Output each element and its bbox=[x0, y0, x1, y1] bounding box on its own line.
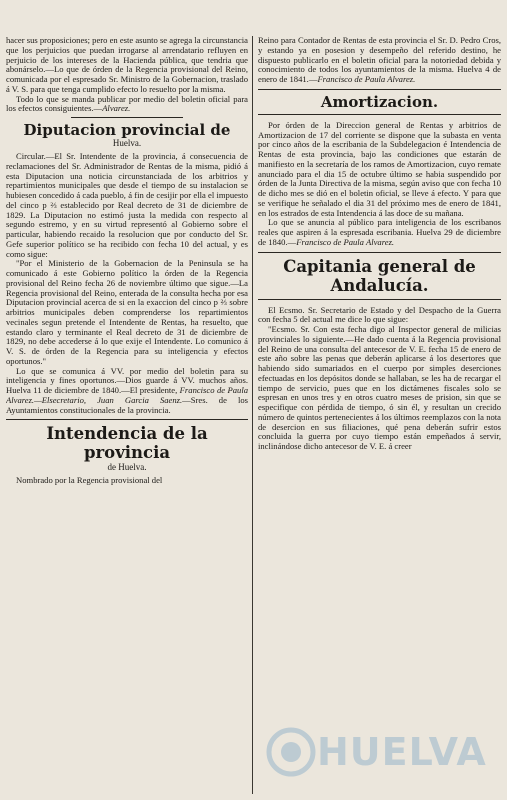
section-title-intendencia: Intendencia de la provincia bbox=[46, 424, 208, 463]
column-rule bbox=[252, 36, 253, 794]
left-paragraph-2 bbox=[6, 95, 248, 115]
left-paragraph-6: Nombrado por la Regencia provisional del bbox=[16, 475, 163, 486]
right-paragraph-3-text: Lo que se anuncia al público para inteligencia de los escribanos reales que aspiren á la espresada escribania. Huelva 29 de diciembre de 1840.— bbox=[258, 217, 501, 247]
left-paragraph-5 bbox=[6, 367, 248, 416]
divider bbox=[71, 117, 182, 118]
right-paragraph-4: El Ecsmo. Sr. Secretario de Estado y del Despacho de la Guerra con fecha 5 del actual me dice lo que sigue: bbox=[258, 304, 501, 325]
right-paragraph-1-signature: Francisco de Paula Alvarez. bbox=[317, 74, 416, 84]
section-subtitle-diputacion: Huelva. bbox=[112, 138, 142, 148]
section-title-amortizacion: Amortizacion. bbox=[258, 89, 501, 115]
left-paragraph-5-signature: Francisco de Paula Alvarez.—Elsecretario, Juan Garcia Saenz. bbox=[6, 385, 248, 405]
right-paragraph-1 bbox=[258, 36, 501, 85]
section-subtitle-intendencia: de Huelva. bbox=[107, 462, 147, 473]
watermark-text: HUELVA bbox=[317, 730, 487, 774]
section-title-capitania: Capitania general de Andalucía. bbox=[258, 252, 501, 300]
right-paragraph-1-text: Reino para Contador de Rentas de esta provincia el Sr. D. Pedro Cros, y estando ya en posesion y desempeño del referido destino, he dispuesto publicarlo en el boletin oficial para la notoriedad debida y conocimiento de todos los ayuntamientos de la misma. Huelva 4 de enero de 1841.— bbox=[258, 36, 501, 84]
right-paragraph-3 bbox=[258, 218, 501, 247]
left-column bbox=[6, 36, 248, 794]
left-paragraph-5-tail: —Sres. de los Ayuntamientos constitucionales de la provincia. bbox=[6, 394, 248, 415]
left-paragraph-2-text: Todo lo que se manda publicar por medio del boletin oficial para los efectos consiguientes.— bbox=[6, 93, 248, 114]
left-paragraph-4: "Por el Ministerio de la Gobernacion de la Peninsula se ha comunicado á este Gobierno político la órden de la Regencia provisional del Reino fecha 26 de noviembre último que sigue.—La Regencia provisional del Reino, enterada de la consulta hecha por esa Diputacion provincial acerca de si en la exaccion del cinco p ⅔ sobre arbitrios municipales deben comprenderse los repartimientos vecinales segun pretende el Intendente de Rentas, ha resuelto, que estando claro y terminante el Real decreto de 31 de diciembre de 1829, no debe accederse á lo que exije el Intendente. Lo comunico á V. S. de órden de la Regencia para su inteligencia y efectos oportunos." bbox=[6, 258, 248, 366]
right-paragraph-3-signature: Francisco de Paula Alvarez. bbox=[296, 236, 395, 247]
right-column bbox=[258, 36, 501, 794]
left-paragraph-5-text: Lo que se comunica á VV. por medio del boletin para su inteligencia y fines oportunos.—Dios guarde á VV. muchos años. Huelva 11 de diciembre de 1840.—El presidente, bbox=[6, 365, 248, 395]
left-paragraph-3: Circular.—El Sr. Intendente de la provincia, á consecuencia de reclamaciones del Sr. Administrador de Rentas de la misma, pidió á esta Diputacion una noticia circunstanciada de los arbitrios y repartimientos municipales que desde el tiempo de su instalacion se hubiesen concedido á cada pueblo, á fin de cesijir por ella el impuesto del cinco p ⅔ establecido por Real decreto de 31 de diciembre de 1829. La Diputacion no estimó justa la medida con respecto al segundo estremo, y en su virtud representó al Gobierno sobre el particular, habiendo recaido la resolucion que por conducto del Sr. Gefe superior político se ha recibido con fecha 10 del actual, y es como sigue: bbox=[6, 151, 248, 259]
right-paragraph-5: "Ecsmo. Sr. Con esta fecha digo al Inspector general de milicias provinciales lo siguiente.—He dado cuenta á la Regencia provisional del Reino de una consulta del antecesor de V. E. fecha 15 de enero de este año sobre las penas que deberán aplicarse á los desertores que habiendo sido sumariados en el cuerpo por simples deserciones efectuadas en los depósitos donde se hallaban, se les ha de recargar el tiempo de servicio, pues que en los dictámenes fiscales solo se espresan en unos tres y en otros cuatro meses de prision, sin que se especifique con pérdida de tiempo, ó sin él, y resultan un crecido número de quintos pertenecientes á los últimos reemplazos con la nota de desercion en sus filiaciones, qué pena deberán sufrir estos concluida la guerra por cuyo tiempo están empeñados á servir, inclinándose dicho antecesor de V. E. á creer bbox=[258, 324, 501, 451]
right-paragraph-2: Por órden de la Direccion general de Rentas y arbitrios de Amortizacion de 17 del corriente se dispone que la subasta en venta por cinco años de la escribania de la Subdelegacion é Intendencia de Rentas de esta provincia, bajo las condiciones que estarán de manifiesto en la secretaría de los ramos de Amortizacion, cuyo remate anunciado para el dia 15 de octubre último se habia suspendido por órden de la Junta Directiva de la misma, según aviso que con fecha 10 de dicho mes se dió en el boletin oficial, se lleve á efecto. Y para que se verifique he señalado el dia 31 del próximo mes de enero de 1841, en los estrados de esta Intendencia á las doce de su mañana. bbox=[258, 119, 501, 218]
left-paragraph-2-signature: Alvarez. bbox=[102, 103, 131, 114]
divider bbox=[6, 419, 248, 420]
section-title-diputacion: Diputacion provincial de bbox=[23, 121, 231, 139]
left-paragraph-1: hacer sus proposiciones; pero en este asunto se agrega la circunstancia que los perjuicios que puedan irrogarse al arrendatario refluyen en perjuicio de los intereses de la Hacienda pública, que tendria que abonárselo.—Lo que de órden de la Regencia provisional del Reino, comunicada por el espresado Sr. Ministro de la Gobernacion, traslado á V. S. para que tenga cumplido efecto lo resuelto por la misma. bbox=[6, 36, 248, 94]
